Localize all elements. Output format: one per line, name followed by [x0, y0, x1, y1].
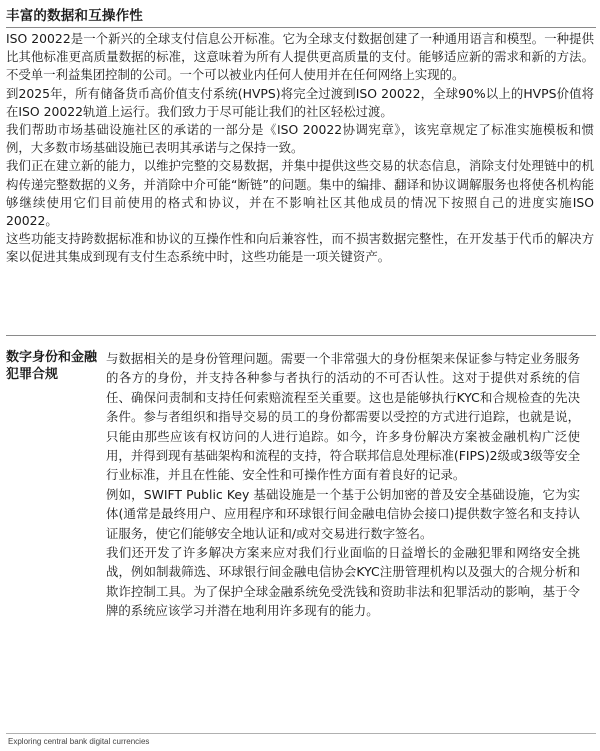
- paragraph: 我们还开发了许多解决方案来应对我们行业面临的日益增长的金融犯罪和网络安全挑战，例如制裁筛选、环球银行间金融电信协会KYC注册管理机构以及强大的合规分析和欺诈控制工具。为了保护全球金融系统免受洗钱和资助非法和犯罪活动的影响，基于令牌的系统应该学习并潜在地利用许多现有的能力。: [106, 545, 580, 619]
- section-title-digital-identity: 数字身份和金融犯罪合规: [6, 350, 98, 382]
- paragraph: 这些功能支持跨数据标准和协议的互操作性和向后兼容性，而不损害数据完整性，在开发基于代币的解决方案以促进其集成到现有支付生态系统中时，这些功能是一项关键资产。: [6, 231, 594, 265]
- section-title-data-interoperability: 丰富的数据和互操作性: [6, 4, 596, 28]
- paragraph: 我们正在建立新的能力，以维护完整的交易数据，并集中提供这些交易的状态信息，消除支付处理链中的机构传递完整数据的义务，并消除中介可能“断链”的问题。集中的编排、翻译和协议调解服务也将使各机构能够继续使用它们目前使用的格式和协议，并在不影响社区其他成员的情况下按照自己的进度实施ISO 20022。: [6, 158, 594, 229]
- footer-rule: [6, 733, 596, 734]
- paragraph: 例如，SWIFT Public Key 基础设施是一个基于公钥加密的普及安全基础设施，它为实体(通常是最终用户、应用程序和环球银行间金融电信协会接口)提供数字签名和支持认证服务，使它们能够安全地认证和/或对交易进行数字签名。: [106, 486, 580, 541]
- section-body-data-interoperability: [6, 30, 594, 267]
- paragraph: 与数据相关的是身份管理问题。需要一个非常强大的身份框架来保证参与特定业务服务的各方的身份，并支持各种参与者执行的活动的不可否认性。这对于提供对系统的信任、确保问责制和支持任何索赔流程至关重要。这也是能够执行KYC和合规检查的先决条件。参与者组织和指导交易的员工的身份都需要以受控的方式进行追踪，也就是说，只能由那些应该有权访问的人进行追踪。如今，许多身份解决方案被金融机构广泛使用，并得到现有基础架构和流程的支持，符合联邦信息处理标准(FIPS)2级或3级等安全行业标准，并且在性能、安全性和可操作性方面有着良好的记录。: [106, 351, 580, 483]
- paragraph: 到2025年，所有储备货币高价值支付系统(HVPS)将完全过渡到ISO 20022，全球90%以上的HVPS价值将在ISO 20022轨道上运行。我们致力于尽可能让我们的社区轻松过渡。: [6, 85, 594, 119]
- footer-text: Exploring central bank digital currencies: [8, 737, 150, 746]
- section-divider: [6, 335, 596, 336]
- section-body-digital-identity: [106, 349, 580, 621]
- paragraph: ISO 20022是一个新兴的全球支付信息公开标准。它为全球支付数据创建了一种通用语言和模型。一种提供比其他标准更高质量数据的标准，这意味着为所有人提供更高质量的支付。能够适应新的需求和新的方法。不受单一利益集团控制的公司。一个可以被业内任何人使用并在任何网络上实现的。: [6, 31, 594, 83]
- paragraph: 我们帮助市场基础设施社区的承诺的一部分是《ISO 20022协调宪章》，该宪章规定了标准实施模板和惯例，大多数市场基础设施已表明其承诺与之保持一致。: [6, 122, 594, 156]
